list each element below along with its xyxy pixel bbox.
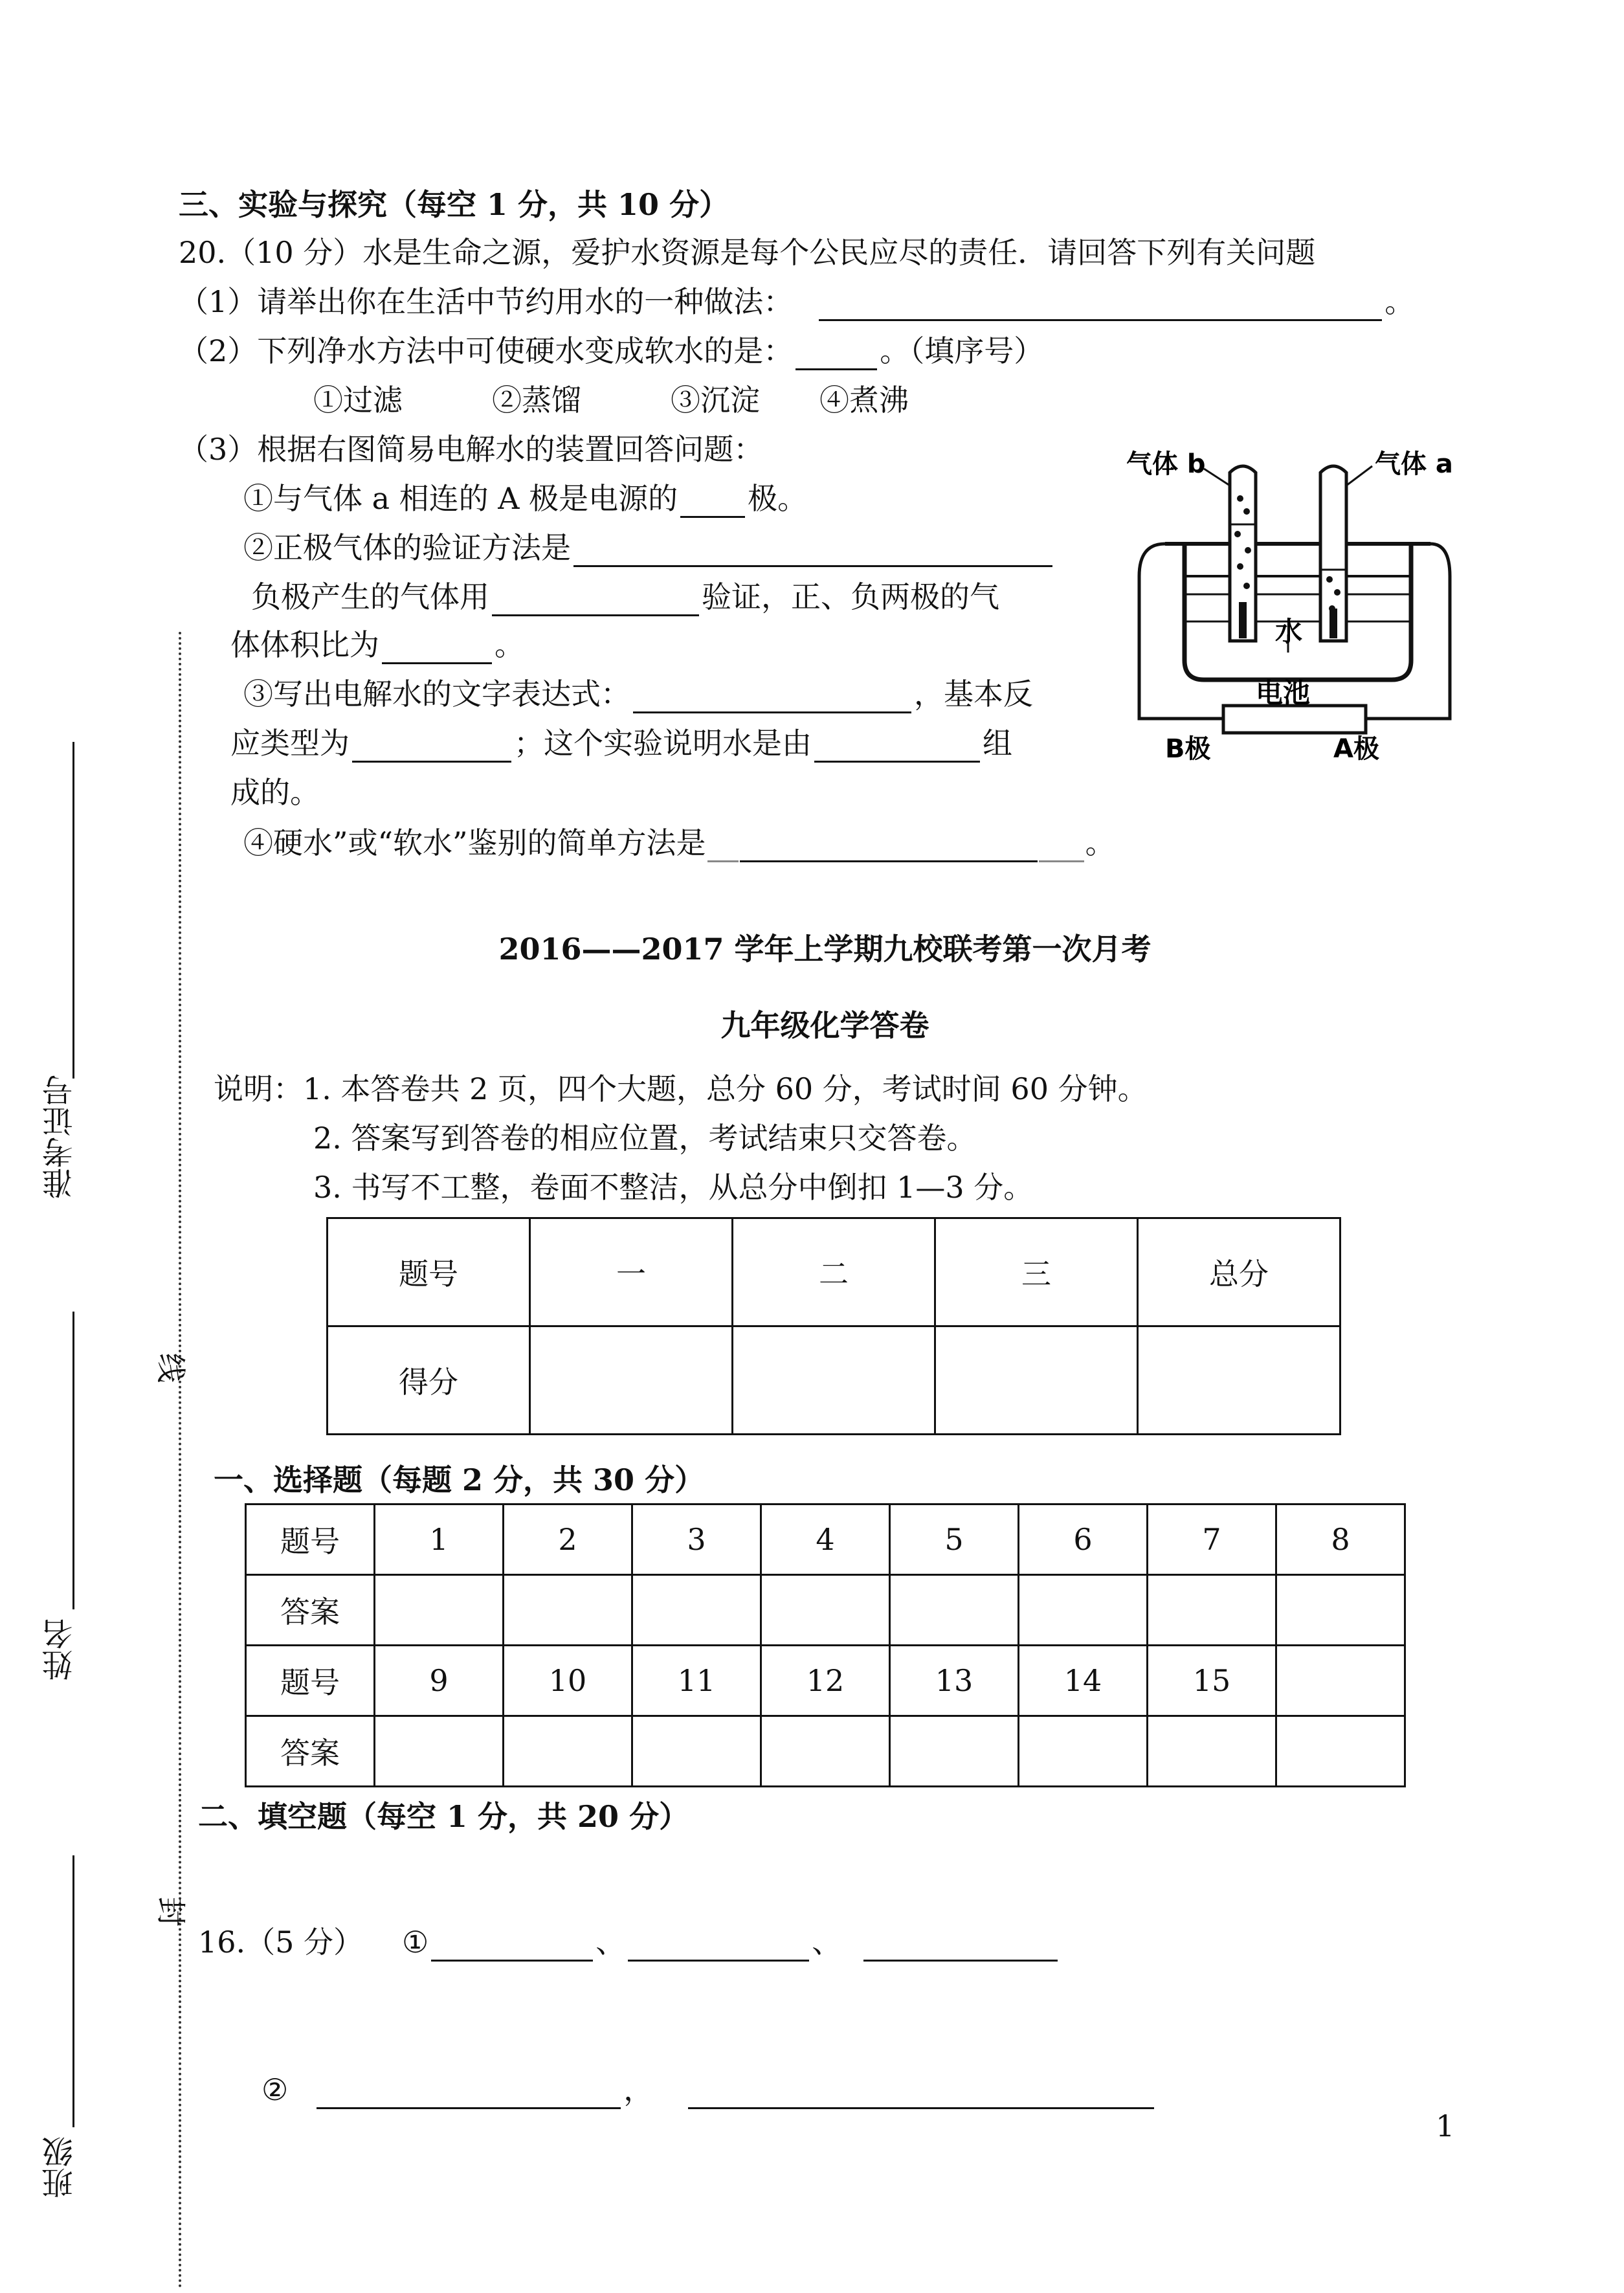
name-label: 姓名	[42, 1618, 78, 1681]
answer-blank[interactable]	[431, 1931, 593, 1962]
electrolysis-diagram	[1126, 447, 1463, 764]
label-answer: 答案	[246, 1575, 375, 1646]
answer-blank[interactable]	[633, 683, 911, 713]
q16-line2: ② ，	[261, 2070, 1157, 2109]
answer-cell[interactable]	[1019, 1716, 1148, 1787]
answer-cell[interactable]	[632, 1575, 761, 1646]
note-2: 2. 答案写到答卷的相应位置，考试结束只交答卷。	[313, 1121, 977, 1156]
q20-3-2b: 负极产生的气体用 验证，正、负两极的气	[251, 577, 999, 616]
q20-intro: 20.（10 分）水是生命之源，爱护水资源是每个公民应尽的责任．请回答下列有关问题	[179, 235, 1316, 270]
question-number: 9	[375, 1646, 504, 1716]
answer-sheet-title: 2016——2017 学年上学期九校联考第一次月考	[498, 932, 1151, 967]
q20-1: （1）请举出你在生活中节约用水的一种做法： 。	[179, 282, 1414, 321]
class-line[interactable]	[72, 1855, 74, 2127]
answer-blank[interactable]	[573, 537, 1052, 567]
question-number	[1276, 1646, 1405, 1716]
gas-b-label: 气体 b	[1126, 449, 1206, 479]
answer-cell[interactable]	[1276, 1575, 1405, 1646]
q20-3-4: ④硬水”或“软水”鉴别的简单方法是 。	[243, 823, 1115, 862]
question-number: 8	[1276, 1504, 1405, 1575]
answer-cell[interactable]	[1276, 1716, 1405, 1787]
water-label: 水	[1275, 616, 1303, 647]
score-row-label: 得分	[328, 1326, 530, 1435]
score-cell[interactable]	[935, 1326, 1138, 1435]
answer-blank[interactable]	[819, 291, 1382, 321]
question-number: 3	[632, 1504, 761, 1575]
answer-blank[interactable]	[317, 2079, 621, 2109]
label-question: 题号	[246, 1646, 375, 1716]
label-answer: 答案	[246, 1716, 375, 1787]
note-3: 3. 书写不工整，卷面不整洁，从总分中倒扣 1—3 分。	[313, 1170, 1034, 1205]
answer-cell[interactable]	[504, 1575, 632, 1646]
name-line[interactable]	[72, 1312, 74, 1609]
a-pole-label: A极	[1333, 734, 1379, 764]
question-number: 2	[504, 1504, 632, 1575]
q20-3-3f: 成的。	[230, 775, 320, 810]
answer-blank[interactable]	[382, 634, 492, 664]
class-label: 班级	[42, 2136, 78, 2198]
page-number: 1	[1436, 2108, 1455, 2143]
question-number: 15	[1148, 1646, 1276, 1716]
answer-blank[interactable]	[740, 832, 1038, 862]
score-header-cell: 二	[733, 1218, 935, 1326]
q20-3-2d: 体体积比为 。	[230, 625, 524, 664]
blank-tail	[1039, 832, 1084, 862]
answer-cell[interactable]	[375, 1575, 504, 1646]
answer-cell[interactable]	[761, 1716, 890, 1787]
score-header-cell: 总分	[1138, 1218, 1340, 1326]
q20-3-3c: 应类型为 ；这个实验说明水是由 组	[230, 724, 1012, 763]
answer-blank[interactable]	[352, 732, 511, 763]
q16-line1: 16.（5 分） ① 、 、	[198, 1923, 1060, 1962]
answer-blank[interactable]	[688, 2079, 1154, 2109]
binding-line-label: 线	[153, 1353, 188, 1383]
question-number: 14	[1019, 1646, 1148, 1716]
score-header-cell: 题号	[328, 1218, 530, 1326]
answer-cell[interactable]	[1019, 1575, 1148, 1646]
question-number: 11	[632, 1646, 761, 1716]
label-question: 题号	[246, 1504, 375, 1575]
exam-id-label: 准考证号	[42, 1075, 78, 1199]
q20-3-1: ①与气体 a 相连的 A 极是电源的 极。	[243, 479, 807, 518]
question-number: 7	[1148, 1504, 1276, 1575]
answer-sheet-subtitle: 九年级化学答卷	[720, 1008, 929, 1043]
q20-3-3: ③写出电解水的文字表达式： ，基本反	[243, 675, 1033, 713]
choice-table	[245, 1503, 1406, 1787]
question-number: 1	[375, 1504, 504, 1575]
blank-lead	[707, 832, 739, 862]
score-table	[326, 1217, 1341, 1435]
answer-cell[interactable]	[761, 1575, 890, 1646]
question-number: 4	[761, 1504, 890, 1575]
question-number: 5	[890, 1504, 1019, 1575]
answer-cell[interactable]	[632, 1716, 761, 1787]
answer-cell[interactable]	[890, 1716, 1019, 1787]
exam-id-line[interactable]	[72, 742, 74, 1079]
b-pole-label: B极	[1165, 734, 1211, 764]
question-number: 13	[890, 1646, 1019, 1716]
q20-2-options: ①过滤 ②蒸馏 ③沉淀 ④煮沸	[313, 383, 909, 418]
answer-blank[interactable]	[680, 487, 745, 518]
answer-blank[interactable]	[863, 1931, 1058, 1962]
battery-label: 电池	[1256, 677, 1311, 709]
answer-blank[interactable]	[814, 732, 980, 763]
question-number: 10	[504, 1646, 632, 1716]
answer-cell[interactable]	[1148, 1575, 1276, 1646]
answer-blank[interactable]	[492, 586, 699, 616]
score-cell[interactable]	[733, 1326, 935, 1435]
binding-seal-label: 封	[153, 1897, 188, 1927]
binding-dotted-line	[179, 632, 181, 2289]
section2-title: 二、填空题（每空 1 分，共 20 分）	[198, 1799, 689, 1834]
section1-title: 一、选择题（每题 2 分，共 30 分）	[214, 1462, 705, 1497]
note-1: 说明：1. 本答卷共 2 页，四个大题，总分 60 分，考试时间 60 分钟。	[214, 1071, 1148, 1106]
answer-blank[interactable]	[795, 340, 877, 370]
answer-cell[interactable]	[890, 1575, 1019, 1646]
score-cell[interactable]	[1138, 1326, 1340, 1435]
q20-2: （2）下列净水方法中可使硬水变成软水的是： 。（填序号）	[179, 331, 1043, 370]
q20-3-2: ②正极气体的验证方法是	[243, 528, 1055, 567]
question-number: 6	[1019, 1504, 1148, 1575]
score-header-cell: 三	[935, 1218, 1138, 1326]
answer-cell[interactable]	[375, 1716, 504, 1787]
q20-3: （3）根据右图简易电解水的装置回答问题：	[179, 432, 764, 467]
section3-title: 三、实验与探究（每空 1 分，共 10 分）	[179, 187, 729, 222]
gas-a-label: 气体 a	[1375, 449, 1453, 479]
answer-blank[interactable]	[628, 1931, 809, 1962]
question-number: 12	[761, 1646, 890, 1716]
answer-cell[interactable]	[504, 1716, 632, 1787]
score-cell[interactable]	[530, 1326, 733, 1435]
answer-cell[interactable]	[1148, 1716, 1276, 1787]
score-header-cell: 一	[530, 1218, 733, 1326]
